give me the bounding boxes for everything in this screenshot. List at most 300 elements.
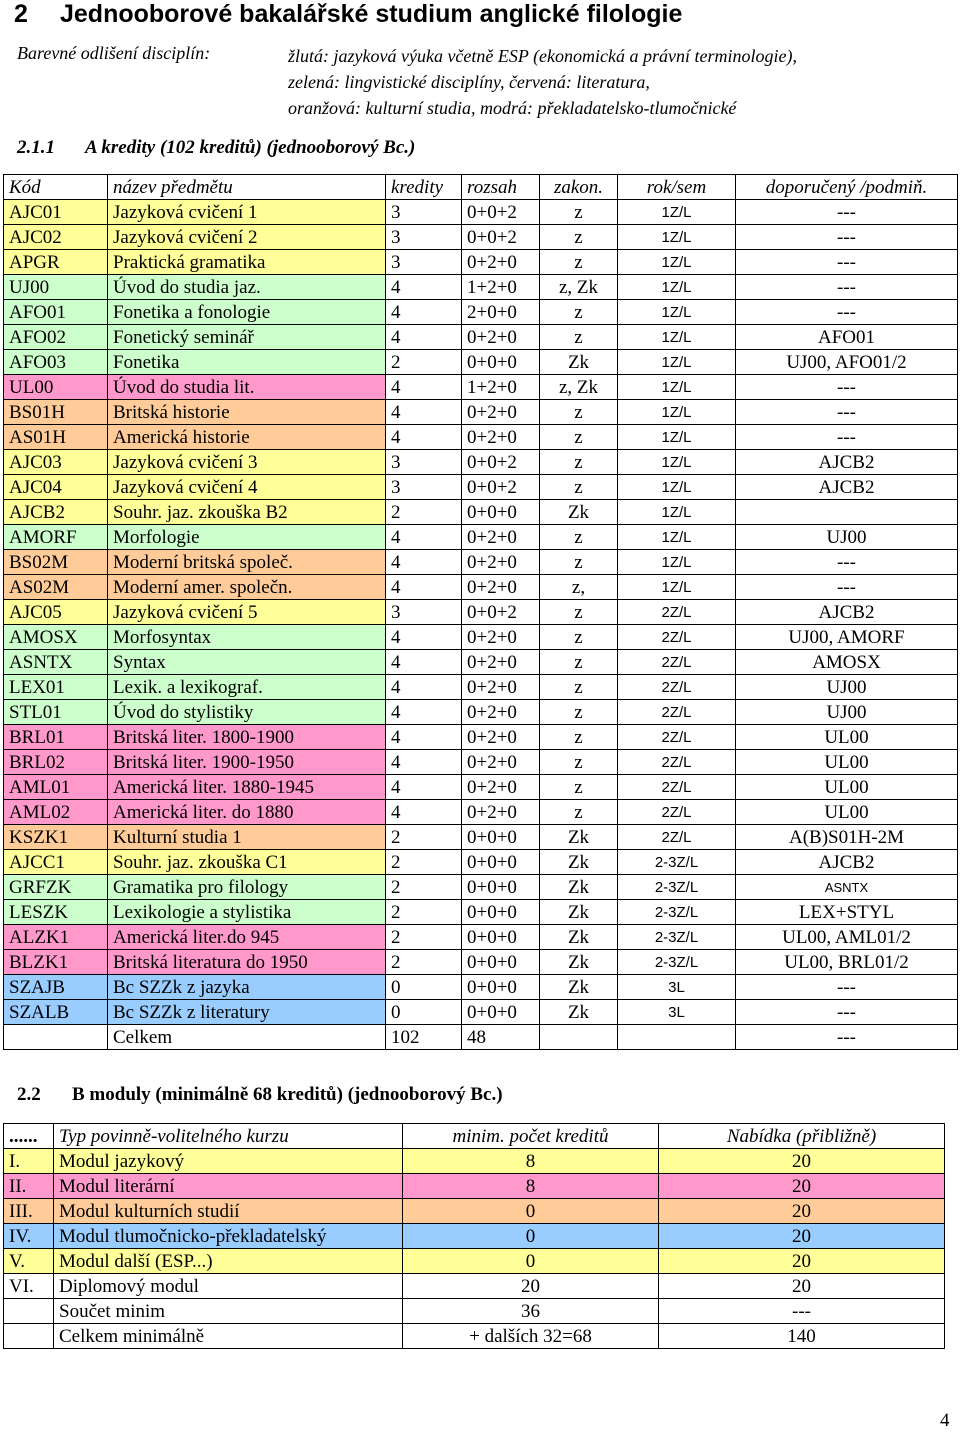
course-year: 1Z/L bbox=[618, 550, 736, 575]
course-prereq: A(B)S01H-2M bbox=[736, 825, 958, 850]
course-prereq: --- bbox=[736, 200, 958, 225]
course-name: Britská liter. 1800-1900 bbox=[108, 725, 386, 750]
course-year: 2Z/L bbox=[618, 775, 736, 800]
course-year: 2-3Z/L bbox=[618, 875, 736, 900]
course-name: Fonetický seminář bbox=[108, 325, 386, 350]
course-range: 0+0+0 bbox=[462, 925, 540, 950]
module-type: Celkem minimálně bbox=[54, 1324, 403, 1349]
chapter-number: 2 bbox=[14, 0, 28, 28]
course-range: 0+2+0 bbox=[462, 775, 540, 800]
course-name: Jazyková cvičení 2 bbox=[108, 225, 386, 250]
header-prereq: doporučený /podmiň. bbox=[736, 175, 958, 200]
module-type: Modul literární bbox=[54, 1174, 403, 1199]
page-number: 4 bbox=[940, 1410, 950, 1431]
module-row bbox=[4, 1249, 945, 1274]
course-exam: z bbox=[540, 775, 618, 800]
course-code: AS02M bbox=[4, 575, 108, 600]
table-row bbox=[4, 825, 958, 850]
module-min: 36 bbox=[403, 1299, 659, 1324]
table-row bbox=[4, 975, 958, 1000]
course-code: BRL01 bbox=[4, 725, 108, 750]
course-credits: 2 bbox=[386, 875, 462, 900]
course-name: Britská liter. 1900-1950 bbox=[108, 750, 386, 775]
course-range: 0+0+0 bbox=[462, 950, 540, 975]
module-num: IV. bbox=[4, 1224, 54, 1249]
table-row bbox=[4, 600, 958, 625]
course-prereq: --- bbox=[736, 575, 958, 600]
course-prereq: --- bbox=[736, 300, 958, 325]
course-name: Britská literatura do 1950 bbox=[108, 950, 386, 975]
legend-label: Barevné odlišení disciplín: bbox=[17, 43, 211, 63]
course-credits: 4 bbox=[386, 300, 462, 325]
module-num bbox=[4, 1299, 54, 1324]
course-name: Jazyková cvičení 3 bbox=[108, 450, 386, 475]
course-exam: z bbox=[540, 675, 618, 700]
course-prereq: UL00 bbox=[736, 750, 958, 775]
course-credits: 3 bbox=[386, 250, 462, 275]
chapter-title: Jednooborové bakalářské studium anglické filologie bbox=[60, 0, 683, 28]
course-exam: z bbox=[540, 625, 618, 650]
course-range: 0+2+0 bbox=[462, 650, 540, 675]
course-name: Jazyková cvičení 4 bbox=[108, 475, 386, 500]
header-exam: zakon. bbox=[540, 175, 618, 200]
course-exam: z bbox=[540, 650, 618, 675]
table-row bbox=[4, 925, 958, 950]
course-name: Fonetika a fonologie bbox=[108, 300, 386, 325]
course-code: AJC05 bbox=[4, 600, 108, 625]
module-row bbox=[4, 1324, 945, 1349]
course-range: 0+2+0 bbox=[462, 425, 540, 450]
course-credits: 4 bbox=[386, 575, 462, 600]
section-a-heading bbox=[17, 137, 415, 159]
course-range: 0+2+0 bbox=[462, 675, 540, 700]
table-row bbox=[4, 350, 958, 375]
course-exam: z bbox=[540, 450, 618, 475]
course-prereq: UJ00, AFO01/2 bbox=[736, 350, 958, 375]
course-name: Souhr. jaz. zkouška C1 bbox=[108, 850, 386, 875]
course-code: BLZK1 bbox=[4, 950, 108, 975]
course-credits: 0 bbox=[386, 975, 462, 1000]
module-offer: 140 bbox=[659, 1324, 945, 1349]
course-prereq: UL00 bbox=[736, 775, 958, 800]
total-credits: 102 bbox=[386, 1025, 462, 1050]
section-b-heading bbox=[17, 1084, 503, 1106]
course-exam: Zk bbox=[540, 850, 618, 875]
course-code: AS01H bbox=[4, 425, 108, 450]
course-year: 1Z/L bbox=[618, 325, 736, 350]
course-code: AJC02 bbox=[4, 225, 108, 250]
course-exam: Zk bbox=[540, 900, 618, 925]
course-credits: 3 bbox=[386, 225, 462, 250]
course-name: Úvod do stylistiky bbox=[108, 700, 386, 725]
table-row bbox=[4, 475, 958, 500]
course-year: 2Z/L bbox=[618, 600, 736, 625]
course-range: 0+0+2 bbox=[462, 450, 540, 475]
course-name: Souhr. jaz. zkouška B2 bbox=[108, 500, 386, 525]
course-exam: z bbox=[540, 300, 618, 325]
module-min: 20 bbox=[403, 1274, 659, 1299]
module-header-offer: Nabídka (přibližně) bbox=[659, 1124, 945, 1149]
courses-table bbox=[3, 174, 958, 1050]
table-header-row bbox=[4, 175, 958, 200]
course-name: Syntax bbox=[108, 650, 386, 675]
course-prereq: UL00, AML01/2 bbox=[736, 925, 958, 950]
table-row bbox=[4, 950, 958, 975]
course-name: Moderní britská společ. bbox=[108, 550, 386, 575]
table-row bbox=[4, 200, 958, 225]
course-credits: 2 bbox=[386, 950, 462, 975]
course-code: APGR bbox=[4, 250, 108, 275]
course-exam: z bbox=[540, 475, 618, 500]
module-min: 0 bbox=[403, 1249, 659, 1274]
module-num: I. bbox=[4, 1149, 54, 1174]
course-range: 0+2+0 bbox=[462, 725, 540, 750]
course-range: 2+0+0 bbox=[462, 300, 540, 325]
header-code: Kód bbox=[4, 175, 108, 200]
course-code: AJC04 bbox=[4, 475, 108, 500]
course-exam: Zk bbox=[540, 825, 618, 850]
course-credits: 4 bbox=[386, 800, 462, 825]
course-code: STL01 bbox=[4, 700, 108, 725]
table-row bbox=[4, 550, 958, 575]
course-exam: Zk bbox=[540, 950, 618, 975]
course-exam: Zk bbox=[540, 500, 618, 525]
module-type: Modul jazykový bbox=[54, 1149, 403, 1174]
course-exam: z bbox=[540, 400, 618, 425]
course-credits: 4 bbox=[386, 775, 462, 800]
course-credits: 3 bbox=[386, 450, 462, 475]
module-num: II. bbox=[4, 1174, 54, 1199]
course-name: Gramatika pro filology bbox=[108, 875, 386, 900]
course-credits: 2 bbox=[386, 825, 462, 850]
header-name: název předmětu bbox=[108, 175, 386, 200]
module-row bbox=[4, 1224, 945, 1249]
course-exam: z bbox=[540, 725, 618, 750]
header-credits: kredity bbox=[386, 175, 462, 200]
course-range: 0+0+0 bbox=[462, 850, 540, 875]
module-type: Součet minim bbox=[54, 1299, 403, 1324]
course-prereq: UJ00 bbox=[736, 700, 958, 725]
total-row bbox=[4, 1025, 958, 1050]
course-prereq: --- bbox=[736, 975, 958, 1000]
course-credits: 4 bbox=[386, 375, 462, 400]
course-exam: z bbox=[540, 550, 618, 575]
module-header-num: ...... bbox=[4, 1124, 54, 1149]
course-name: Lexik. a lexikograf. bbox=[108, 675, 386, 700]
course-prereq: --- bbox=[736, 275, 958, 300]
module-min: 8 bbox=[403, 1174, 659, 1199]
course-prereq: AJCB2 bbox=[736, 450, 958, 475]
course-credits: 4 bbox=[386, 725, 462, 750]
module-row bbox=[4, 1274, 945, 1299]
course-credits: 3 bbox=[386, 600, 462, 625]
course-exam: Zk bbox=[540, 1000, 618, 1025]
module-offer: 20 bbox=[659, 1199, 945, 1224]
table-row bbox=[4, 300, 958, 325]
course-range: 0+0+0 bbox=[462, 350, 540, 375]
course-credits: 2 bbox=[386, 500, 462, 525]
module-offer: 20 bbox=[659, 1274, 945, 1299]
course-range: 0+2+0 bbox=[462, 700, 540, 725]
course-range: 0+2+0 bbox=[462, 575, 540, 600]
total-label: Celkem bbox=[108, 1025, 386, 1050]
course-code: AJC01 bbox=[4, 200, 108, 225]
course-code: AFO02 bbox=[4, 325, 108, 350]
course-name: Americká liter. do 1880 bbox=[108, 800, 386, 825]
course-year: 2Z/L bbox=[618, 650, 736, 675]
course-range: 0+0+0 bbox=[462, 1000, 540, 1025]
course-prereq: AJCB2 bbox=[736, 475, 958, 500]
course-range: 0+2+0 bbox=[462, 400, 540, 425]
course-year: 2Z/L bbox=[618, 800, 736, 825]
module-row bbox=[4, 1299, 945, 1324]
module-header-min: minim. počet kreditů bbox=[403, 1124, 659, 1149]
course-code: BS02M bbox=[4, 550, 108, 575]
course-name: Moderní amer. společn. bbox=[108, 575, 386, 600]
course-range: 0+2+0 bbox=[462, 800, 540, 825]
course-year: 3L bbox=[618, 975, 736, 1000]
course-range: 0+2+0 bbox=[462, 550, 540, 575]
course-prereq: AJCB2 bbox=[736, 600, 958, 625]
course-name: Kulturní studia 1 bbox=[108, 825, 386, 850]
course-exam: z bbox=[540, 425, 618, 450]
course-year: 2-3Z/L bbox=[618, 925, 736, 950]
table-row bbox=[4, 650, 958, 675]
table-row bbox=[4, 875, 958, 900]
course-exam: Zk bbox=[540, 975, 618, 1000]
course-range: 0+2+0 bbox=[462, 625, 540, 650]
modules-table bbox=[3, 1123, 945, 1349]
course-credits: 4 bbox=[386, 700, 462, 725]
course-year: 1Z/L bbox=[618, 525, 736, 550]
course-credits: 4 bbox=[386, 675, 462, 700]
table-row bbox=[4, 625, 958, 650]
course-year: 2Z/L bbox=[618, 750, 736, 775]
course-exam: z bbox=[540, 325, 618, 350]
course-range: 0+2+0 bbox=[462, 525, 540, 550]
course-range: 0+2+0 bbox=[462, 325, 540, 350]
course-exam: z bbox=[540, 800, 618, 825]
table-row bbox=[4, 725, 958, 750]
module-offer: 20 bbox=[659, 1174, 945, 1199]
module-header-type: Typ povinně-volitelného kurzu bbox=[54, 1124, 403, 1149]
section-b-number: 2.2 bbox=[17, 1084, 41, 1105]
table-row bbox=[4, 850, 958, 875]
table-row bbox=[4, 1000, 958, 1025]
table-row bbox=[4, 575, 958, 600]
course-code: UL00 bbox=[4, 375, 108, 400]
course-exam: z bbox=[540, 700, 618, 725]
course-year: 2Z/L bbox=[618, 725, 736, 750]
table-row bbox=[4, 900, 958, 925]
course-code: LEX01 bbox=[4, 675, 108, 700]
course-year: 1Z/L bbox=[618, 200, 736, 225]
course-credits: 2 bbox=[386, 350, 462, 375]
total-year bbox=[618, 1025, 736, 1050]
course-credits: 2 bbox=[386, 900, 462, 925]
module-offer: 20 bbox=[659, 1249, 945, 1274]
section-a-title: A kredity (102 kreditů) (jednooborový Bc.) bbox=[85, 137, 416, 158]
course-name: Bc SZZk z jazyka bbox=[108, 975, 386, 1000]
course-code: AMOSX bbox=[4, 625, 108, 650]
course-prereq: --- bbox=[736, 250, 958, 275]
course-name: Britská historie bbox=[108, 400, 386, 425]
course-range: 0+2+0 bbox=[462, 250, 540, 275]
module-num: III. bbox=[4, 1199, 54, 1224]
course-range: 0+0+0 bbox=[462, 975, 540, 1000]
course-range: 0+0+2 bbox=[462, 600, 540, 625]
course-code: AJCC1 bbox=[4, 850, 108, 875]
total-exam bbox=[540, 1025, 618, 1050]
module-type: Modul tlumočnicko-překladatelský bbox=[54, 1224, 403, 1249]
course-credits: 4 bbox=[386, 625, 462, 650]
course-credits: 0 bbox=[386, 1000, 462, 1025]
total-code bbox=[4, 1025, 108, 1050]
course-code: UJ00 bbox=[4, 275, 108, 300]
course-code: ALZK1 bbox=[4, 925, 108, 950]
course-range: 0+0+2 bbox=[462, 225, 540, 250]
table-row bbox=[4, 750, 958, 775]
course-name: Úvod do studia lit. bbox=[108, 375, 386, 400]
course-range: 0+0+0 bbox=[462, 875, 540, 900]
course-code: SZAJB bbox=[4, 975, 108, 1000]
course-name: Bc SZZk z literatury bbox=[108, 1000, 386, 1025]
module-type: Modul další (ESP...) bbox=[54, 1249, 403, 1274]
course-code: BS01H bbox=[4, 400, 108, 425]
course-year: 1Z/L bbox=[618, 450, 736, 475]
course-name: Lexikologie a stylistika bbox=[108, 900, 386, 925]
course-range: 0+0+2 bbox=[462, 200, 540, 225]
course-code: AFO03 bbox=[4, 350, 108, 375]
table-row bbox=[4, 800, 958, 825]
module-offer: 20 bbox=[659, 1224, 945, 1249]
total-range: 48 bbox=[462, 1025, 540, 1050]
course-prereq: UJ00 bbox=[736, 525, 958, 550]
course-range: 0+0+0 bbox=[462, 900, 540, 925]
course-exam: z bbox=[540, 525, 618, 550]
chapter-heading bbox=[14, 0, 682, 29]
table-row bbox=[4, 450, 958, 475]
course-year: 2-3Z/L bbox=[618, 850, 736, 875]
course-exam: z bbox=[540, 600, 618, 625]
module-min: 0 bbox=[403, 1199, 659, 1224]
course-prereq: --- bbox=[736, 400, 958, 425]
course-name: Praktická gramatika bbox=[108, 250, 386, 275]
course-prereq: UJ00 bbox=[736, 675, 958, 700]
table-row bbox=[4, 700, 958, 725]
course-exam: z bbox=[540, 225, 618, 250]
section-b-title: B moduly (minimálně 68 kreditů) (jednooborový Bc.) bbox=[72, 1084, 503, 1105]
module-header-row bbox=[4, 1124, 945, 1149]
table-row bbox=[4, 425, 958, 450]
course-exam: z, Zk bbox=[540, 275, 618, 300]
course-prereq: UL00, BRL01/2 bbox=[736, 950, 958, 975]
table-row bbox=[4, 250, 958, 275]
course-year: 2-3Z/L bbox=[618, 900, 736, 925]
course-credits: 4 bbox=[386, 425, 462, 450]
course-code: ASNTX bbox=[4, 650, 108, 675]
course-year: 2-3Z/L bbox=[618, 950, 736, 975]
course-name: Americká historie bbox=[108, 425, 386, 450]
course-year: 2Z/L bbox=[618, 625, 736, 650]
table-row bbox=[4, 375, 958, 400]
course-prereq: AMOSX bbox=[736, 650, 958, 675]
course-range: 1+2+0 bbox=[462, 375, 540, 400]
course-year: 1Z/L bbox=[618, 225, 736, 250]
course-name: Americká liter.do 945 bbox=[108, 925, 386, 950]
table-row bbox=[4, 675, 958, 700]
legend-line: oranžová: kulturní studia, modrá: překladatelsko-tlumočnické bbox=[288, 98, 737, 118]
course-name: Úvod do studia jaz. bbox=[108, 275, 386, 300]
table-row bbox=[4, 325, 958, 350]
course-credits: 4 bbox=[386, 650, 462, 675]
course-range: 0+0+0 bbox=[462, 500, 540, 525]
course-exam: Zk bbox=[540, 925, 618, 950]
course-year: 1Z/L bbox=[618, 375, 736, 400]
total-prereq: --- bbox=[736, 1025, 958, 1050]
course-prereq: ASNTX bbox=[736, 875, 958, 900]
course-exam: z bbox=[540, 250, 618, 275]
course-code: AJC03 bbox=[4, 450, 108, 475]
course-code: LESZK bbox=[4, 900, 108, 925]
module-offer: --- bbox=[659, 1299, 945, 1324]
course-code: AMORF bbox=[4, 525, 108, 550]
course-exam: z bbox=[540, 200, 618, 225]
course-prereq: --- bbox=[736, 550, 958, 575]
course-prereq: LEX+STYL bbox=[736, 900, 958, 925]
course-credits: 4 bbox=[386, 275, 462, 300]
legend-line: zelená: lingvistické disciplíny, červená: literatura, bbox=[288, 72, 650, 92]
course-exam: z bbox=[540, 750, 618, 775]
course-year: 2Z/L bbox=[618, 700, 736, 725]
course-code: KSZK1 bbox=[4, 825, 108, 850]
course-year: 1Z/L bbox=[618, 250, 736, 275]
table-row bbox=[4, 500, 958, 525]
course-name: Americká liter. 1880-1945 bbox=[108, 775, 386, 800]
course-prereq: --- bbox=[736, 1000, 958, 1025]
course-credits: 2 bbox=[386, 925, 462, 950]
module-num: V. bbox=[4, 1249, 54, 1274]
module-min: 8 bbox=[403, 1149, 659, 1174]
course-prereq: UL00 bbox=[736, 800, 958, 825]
legend-line: žlutá: jazyková výuka včetně ESP (ekonomická a právní terminologie), bbox=[288, 46, 797, 66]
header-year: rok/sem bbox=[618, 175, 736, 200]
module-min: 0 bbox=[403, 1224, 659, 1249]
course-code: BRL02 bbox=[4, 750, 108, 775]
section-a-number: 2.1.1 bbox=[17, 137, 55, 158]
course-year: 1Z/L bbox=[618, 300, 736, 325]
header-range: rozsah bbox=[462, 175, 540, 200]
course-year: 1Z/L bbox=[618, 275, 736, 300]
course-year: 1Z/L bbox=[618, 500, 736, 525]
course-range: 1+2+0 bbox=[462, 275, 540, 300]
course-credits: 4 bbox=[386, 525, 462, 550]
course-prereq: UJ00, AMORF bbox=[736, 625, 958, 650]
course-name: Jazyková cvičení 1 bbox=[108, 200, 386, 225]
course-year: 1Z/L bbox=[618, 475, 736, 500]
course-range: 0+0+2 bbox=[462, 475, 540, 500]
course-credits: 4 bbox=[386, 750, 462, 775]
course-year: 2Z/L bbox=[618, 825, 736, 850]
course-year: 1Z/L bbox=[618, 425, 736, 450]
course-range: 0+2+0 bbox=[462, 750, 540, 775]
course-credits: 4 bbox=[386, 550, 462, 575]
module-row bbox=[4, 1174, 945, 1199]
module-row bbox=[4, 1199, 945, 1224]
module-min: + dalších 32=68 bbox=[403, 1324, 659, 1349]
module-row bbox=[4, 1149, 945, 1174]
course-year: 3L bbox=[618, 1000, 736, 1025]
